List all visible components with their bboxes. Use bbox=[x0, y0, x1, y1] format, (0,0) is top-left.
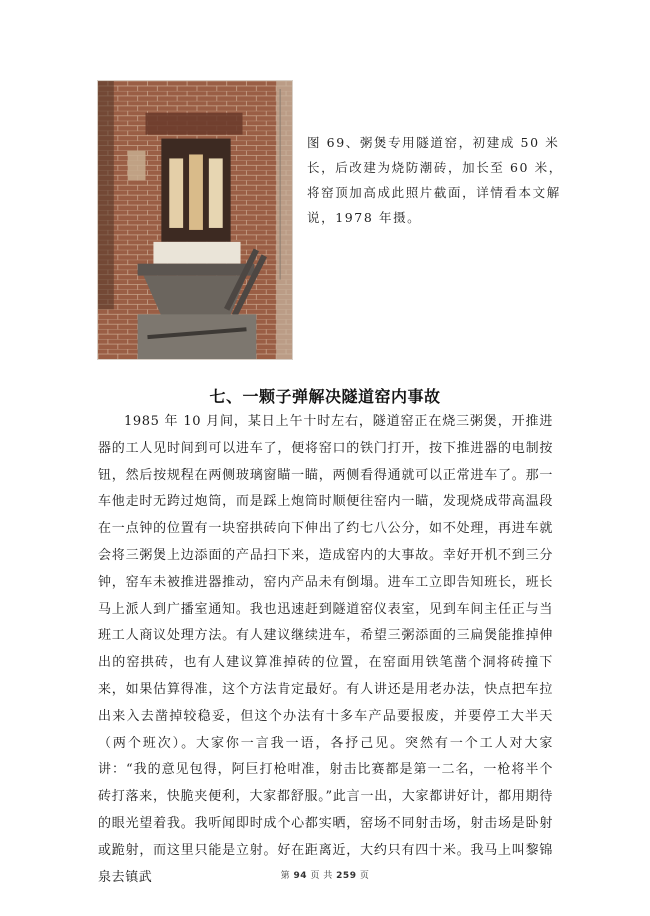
footer-prefix: 第 bbox=[280, 871, 291, 881]
kiln-photo bbox=[97, 80, 293, 360]
page-number: 94 bbox=[293, 871, 308, 881]
footer-middle: 页 共 bbox=[310, 871, 333, 881]
page-footer bbox=[0, 868, 650, 881]
total-pages: 259 bbox=[336, 871, 357, 881]
kiln-tunnel-photo-icon bbox=[98, 81, 292, 359]
footer-suffix: 页 bbox=[359, 871, 370, 881]
body-paragraph: 1985 年 10 月间，某日上午十时左右，隧道窑正在烧三粥煲，开推进器的工人见时间到可以进车了，便将窑口的铁门打开，按下推进器的电制按钮，然后按规程在两侧玻璃窗瞄一瞄，两侧看得通就可以正常进车了。那一车他走时无跨过炮筒，而是踩上炮筒时顺便往窑内一瞄，发现烧成带高温段在一点钟的位置有一块窑拱砖向下伸出了约七八公分，如不处理，再进车就会将三粥煲上边添面的产品扫下来，造成窑内的大事故。幸好开机不到三分钟，窑车未被推进器推动，窑内产品未有倒塌。进车工立即告知班长，班长马上派人到广播室通知。我也迅速赶到隧道窑仪表室，见到车间主任正与当班工人商议处理方法。有人建议继续进车，希望三粥添面的三扁煲能推掉伸出的窑拱砖，也有人建议算准掉砖的位置，在窑面用铁笔凿个洞将砖撞下来，如果估算得准，这个方法肯定最好。有人讲还是用老办法，快点把车拉出来入去凿掉较稳妥，但这个办法有十多车产品要报废，并要停工大半天（两个班次）。大家你一言我一语，各抒己见。突然有一个工人对大家讲：“我的意见包得，阿巨打枪咁准，射击比赛都是第一二名，一枪将半个砖打落来，快脆夹便利，大家都舒服。”此言一出，大家都讲好计，都用期待的眼光望着我。我听闻即时成个心都实晒，窑场不同射击场，射击场是卧射或跪射，而这里只能是立射。好在距离近，大约只有四十米。我马上叫黎锦泉去镇武 bbox=[98, 414, 553, 885]
figure-caption: 图 69、粥煲专用隧道窑，初建成 50 米长，后改建为烧防潮砖，加长至 60 米，将窑顶加高成此照片截面，详情看本文解说，1978 年摄。 bbox=[307, 135, 563, 225]
section-heading: 七、一颗子弹解决隧道窑内事故 bbox=[209, 387, 441, 406]
body-text bbox=[98, 409, 553, 891]
